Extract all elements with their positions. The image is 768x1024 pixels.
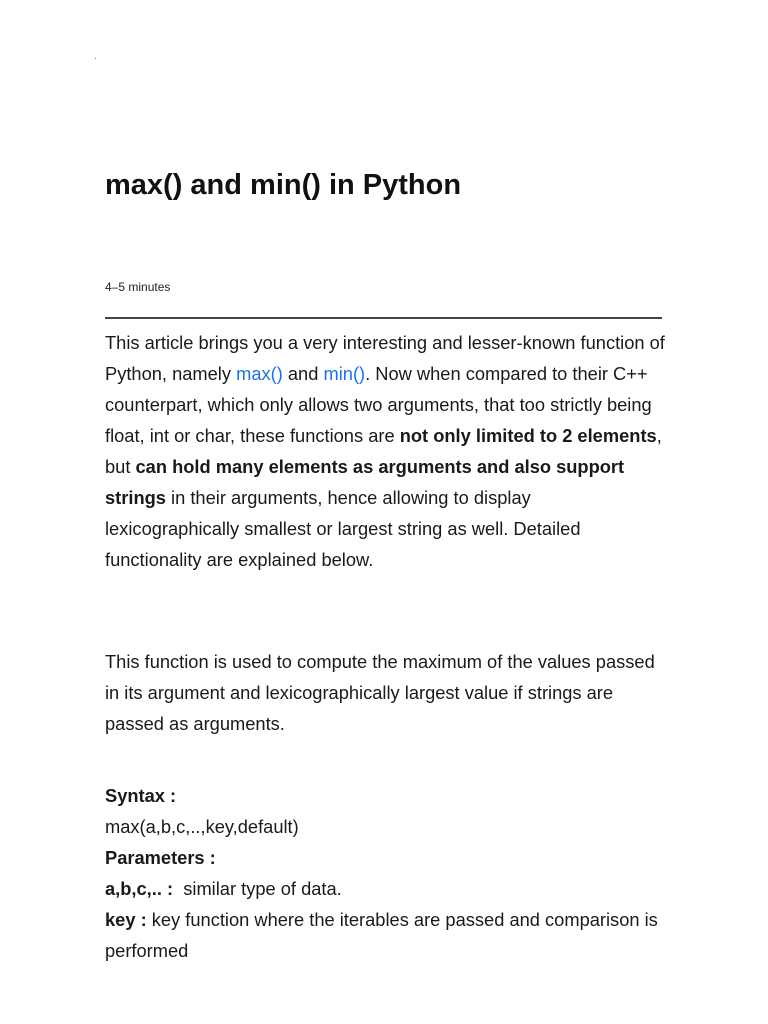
intro-text-5: in their arguments, hence allowing to display lexicographically smallest or largest string as well. Detailed functionality are explained below.	[105, 487, 581, 570]
intro-bold-2: can hold many elements as arguments and also support strings	[105, 456, 625, 508]
param-abc-label: a,b,c,.. :	[105, 878, 174, 899]
max-link[interactable]: max()	[236, 363, 283, 384]
param-key-desc: key function where the iterables are passed and comparison is performed	[105, 909, 658, 961]
read-time: 4–5 minutes	[105, 280, 171, 294]
page-dot	[95, 58, 96, 59]
param-key	[105, 904, 665, 966]
max-description: This function is used to compute the maximum of the values passed in its argument and lexicographically largest value if strings are passed as arguments.	[105, 651, 655, 734]
intro-text-2: and	[282, 363, 324, 384]
param-abc	[105, 873, 665, 904]
intro-bold-1: not only limited to 2 elements	[399, 425, 657, 446]
intro-text-3: . Now when compared to their C++ counterpart, which only allows two arguments, that too strictly being float, int or char, these functions are	[105, 363, 652, 446]
parameters-label: Parameters :	[105, 847, 216, 868]
param-abc-desc: similar type of data.	[173, 878, 342, 899]
syntax-value: max(a,b,c,..,key,default)	[105, 816, 299, 837]
syntax-section	[105, 780, 665, 966]
syntax-label: Syntax :	[105, 785, 177, 806]
intro-paragraph	[105, 327, 665, 575]
min-link[interactable]: min()	[323, 363, 366, 384]
intro-text-4: , but	[105, 425, 662, 477]
intro-text-1: This article brings you a very interesting and lesser-known function of Python, namely	[105, 332, 665, 384]
param-key-label: key :	[105, 909, 147, 930]
article-title: max() and min() in Python	[105, 169, 462, 201]
divider	[105, 317, 662, 319]
